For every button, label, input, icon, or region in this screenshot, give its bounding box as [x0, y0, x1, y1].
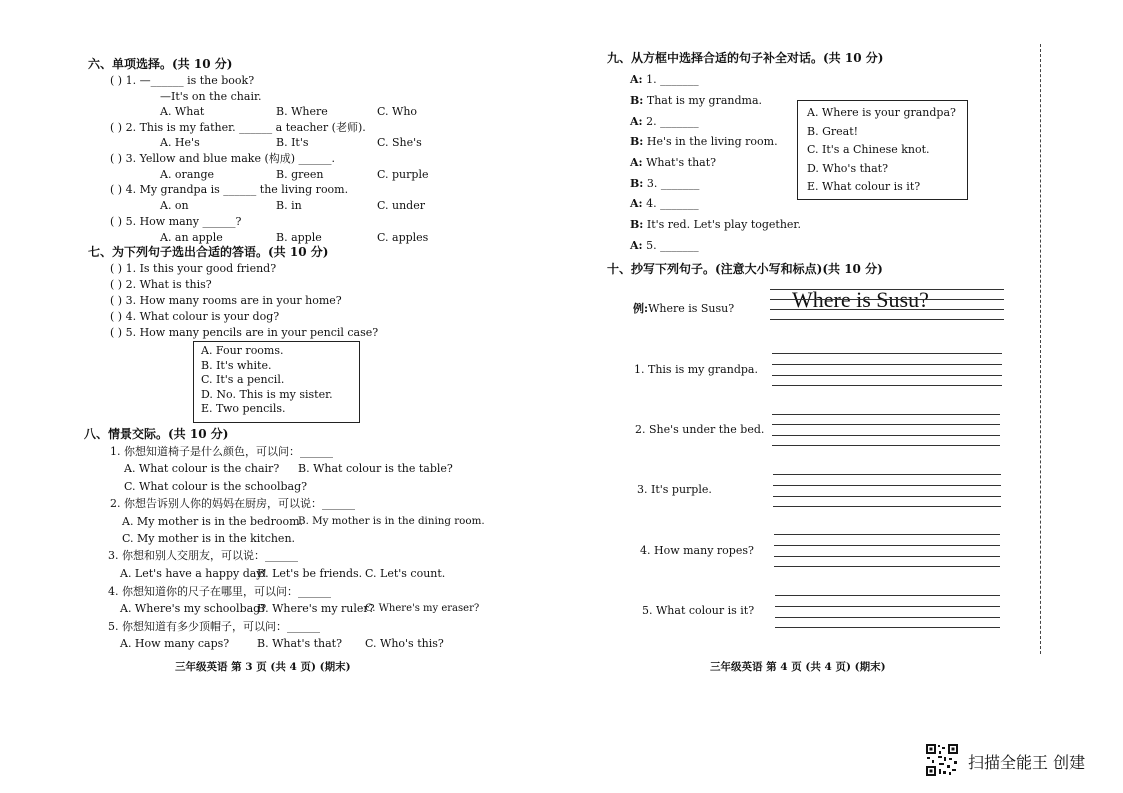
writing-line: [775, 595, 1000, 596]
option-a: A. What colour is the chair?: [124, 462, 280, 475]
dialogue-line: 5. _______: [646, 239, 699, 252]
speaker-label: A:: [630, 239, 643, 252]
speaker-label: A:: [630, 156, 643, 169]
section-6-title: 六、单项选择。(共 10 分): [88, 57, 233, 71]
copy-item-2: 2. She's under the bed.: [635, 423, 765, 436]
writing-line: [772, 353, 1002, 354]
question-7-1: ( ) 1. Is this your good friend?: [110, 262, 277, 275]
option-c: C. apples: [377, 231, 429, 244]
writing-line: [774, 534, 1000, 535]
dialogue-line: That is my grandma.: [646, 94, 763, 107]
writing-line: [772, 435, 1000, 436]
answer-choice-box: [193, 341, 360, 423]
writing-line: [770, 309, 1004, 310]
handwritten-example: Where is Susu?: [792, 287, 929, 312]
question-6-4: ( ) 4. My grandpa is ______ the living room.: [110, 183, 349, 196]
writing-line: [770, 319, 1004, 320]
writing-line: [773, 506, 1001, 507]
box-option: A. Four rooms.: [201, 344, 284, 357]
copy-item-4: 4. How many ropes?: [640, 544, 754, 557]
question-6-2: ( ) 2. This is my father. ______ a teacher (老师).: [110, 121, 366, 134]
dialogue-line: 4. _______: [646, 197, 699, 210]
writing-line: [772, 424, 1000, 425]
scanner-watermark: 扫描全能王 创建: [968, 753, 1086, 772]
speaker-label: B:: [630, 94, 644, 107]
dialogue-line: What's that?: [646, 156, 717, 169]
option-b: B. Where: [276, 105, 328, 118]
qr-code-icon: [925, 743, 959, 777]
option-a: A. My mother is in the bedroom.: [122, 515, 304, 528]
box-option: E. Two pencils.: [201, 402, 286, 415]
speaker-label: B:: [630, 218, 644, 231]
option-c: C. Where's my eraser?: [365, 603, 480, 614]
example-label: 例:: [633, 302, 649, 315]
footer-page-4: 三年级英语 第 4 页 (共 4 页) (期末): [710, 661, 886, 673]
box-option: A. Where is your grandpa?: [807, 106, 956, 119]
dialogue-line: It's red. Let's play together.: [646, 218, 801, 231]
option-a: A. He's: [160, 136, 200, 149]
option-c: C. Let's count.: [365, 567, 446, 580]
writing-line: [773, 496, 1001, 497]
section-10-title: 十、抄写下列句子。(注意大小写和标点)(共 10 分): [607, 262, 883, 276]
option-b: B. What's that?: [257, 637, 342, 650]
box-option: B. It's white.: [201, 358, 272, 372]
box-option: C. It's a pencil.: [201, 373, 285, 386]
option-a: A. Let's have a happy day!: [120, 567, 267, 580]
speaker-label: B:: [630, 177, 644, 190]
writing-line: [772, 445, 1000, 446]
option-a: A. an apple: [160, 231, 223, 244]
section-9-title: 九、从方框中选择合适的句子补全对话。(共 10 分): [607, 51, 884, 65]
question-6-3: ( ) 3. Yellow and blue make (构成) ______.: [110, 152, 336, 165]
question-8-2: 2. 你想告诉别人你的妈妈在厨房，可以说：______: [110, 497, 355, 510]
option-b: B. It's: [276, 136, 309, 149]
section-7-title: 七、为下列句子选出合适的答语。(共 10 分): [88, 245, 329, 259]
option-a: A. What: [160, 105, 205, 118]
question-8-4: 4. 你想知道你的尺子在哪里，可以问：______: [108, 585, 331, 598]
writing-line: [772, 375, 1002, 376]
box-option: C. It's a Chinese knot.: [807, 143, 930, 156]
question-6-1: ( ) 1. —______ is the book?: [110, 74, 255, 87]
box-option: E. What colour is it?: [807, 180, 921, 193]
option-c: C. Who's this?: [365, 637, 444, 650]
speaker-label: A:: [630, 197, 643, 210]
option-c: C. purple: [377, 168, 429, 181]
option-b: B. apple: [276, 231, 322, 244]
option-c: C. My mother is in the kitchen.: [122, 532, 296, 545]
binding-dashed-line: [1040, 44, 1041, 654]
example-sentence: Where is Susu?: [648, 302, 735, 315]
writing-line: [770, 299, 1004, 300]
option-a: A. orange: [160, 168, 215, 181]
option-b: B. My mother is in the dining room.: [298, 515, 485, 527]
question-7-5: ( ) 5. How many pencils are in your pencil case?: [110, 326, 379, 339]
option-b: B. Let's be friends.: [257, 567, 363, 580]
question-7-3: ( ) 3. How many rooms are in your home?: [110, 294, 342, 307]
writing-line: [775, 617, 1000, 618]
option-b: B. What colour is the table?: [298, 462, 453, 475]
writing-line: [773, 485, 1001, 486]
dialogue-line: 1. _______: [646, 73, 699, 86]
box-option: D. Who's that?: [807, 161, 888, 175]
option-c: C. under: [377, 199, 425, 212]
question-8-1: 1. 你想知道椅子是什么颜色，可以问：______: [110, 445, 333, 458]
writing-line: [772, 414, 1000, 415]
option-a: A. on: [160, 199, 189, 212]
writing-line: [775, 627, 1000, 628]
dialogue-line: He's in the living room.: [646, 135, 778, 148]
section-8-title: 八、情景交际。(共 10 分): [84, 427, 229, 441]
question-6-1-answer: —It's on the chair.: [160, 90, 262, 103]
sentence-choice-box: [797, 100, 968, 200]
option-c: C. She's: [377, 136, 422, 149]
copy-item-5: 5. What colour is it?: [642, 604, 755, 617]
writing-line: [773, 474, 1001, 475]
question-7-4: ( ) 4. What colour is your dog?: [110, 310, 280, 323]
question-8-3: 3. 你想和别人交朋友，可以说：______: [108, 549, 298, 562]
writing-line: [774, 545, 1000, 546]
copy-item-3: 3. It's purple.: [637, 483, 712, 496]
writing-line: [774, 566, 1000, 567]
copy-item-1: 1. This is my grandpa.: [634, 363, 758, 376]
option-b: B. in: [276, 199, 302, 212]
dialogue-line: 2. _______: [646, 115, 699, 128]
writing-line: [770, 289, 1004, 290]
dialogue-line: 3. _______: [646, 177, 700, 190]
footer-page-3: 三年级英语 第 3 页 (共 4 页) (期末): [175, 661, 351, 673]
writing-line: [772, 385, 1002, 386]
option-b: B. green: [276, 168, 324, 181]
box-option: D. No. This is my sister.: [201, 387, 333, 401]
question-8-5: 5. 你想知道有多少顶帽子，可以问：______: [108, 620, 320, 633]
option-c: C. What colour is the schoolbag?: [124, 480, 308, 493]
option-b: B. Where's my ruler?: [257, 602, 375, 615]
writing-line: [775, 606, 1000, 607]
writing-line: [772, 364, 1002, 365]
option-c: C. Who: [377, 105, 418, 118]
writing-line: [774, 556, 1000, 557]
option-a: A. Where's my schoolbag?: [120, 602, 267, 615]
speaker-label: A:: [630, 115, 643, 128]
question-7-2: ( ) 2. What is this?: [110, 278, 212, 291]
option-a: A. How many caps?: [120, 637, 230, 650]
question-6-5: ( ) 5. How many ______?: [110, 215, 242, 228]
speaker-label: A:: [630, 73, 643, 86]
speaker-label: B:: [630, 135, 644, 148]
box-option: B. Great!: [807, 124, 859, 138]
